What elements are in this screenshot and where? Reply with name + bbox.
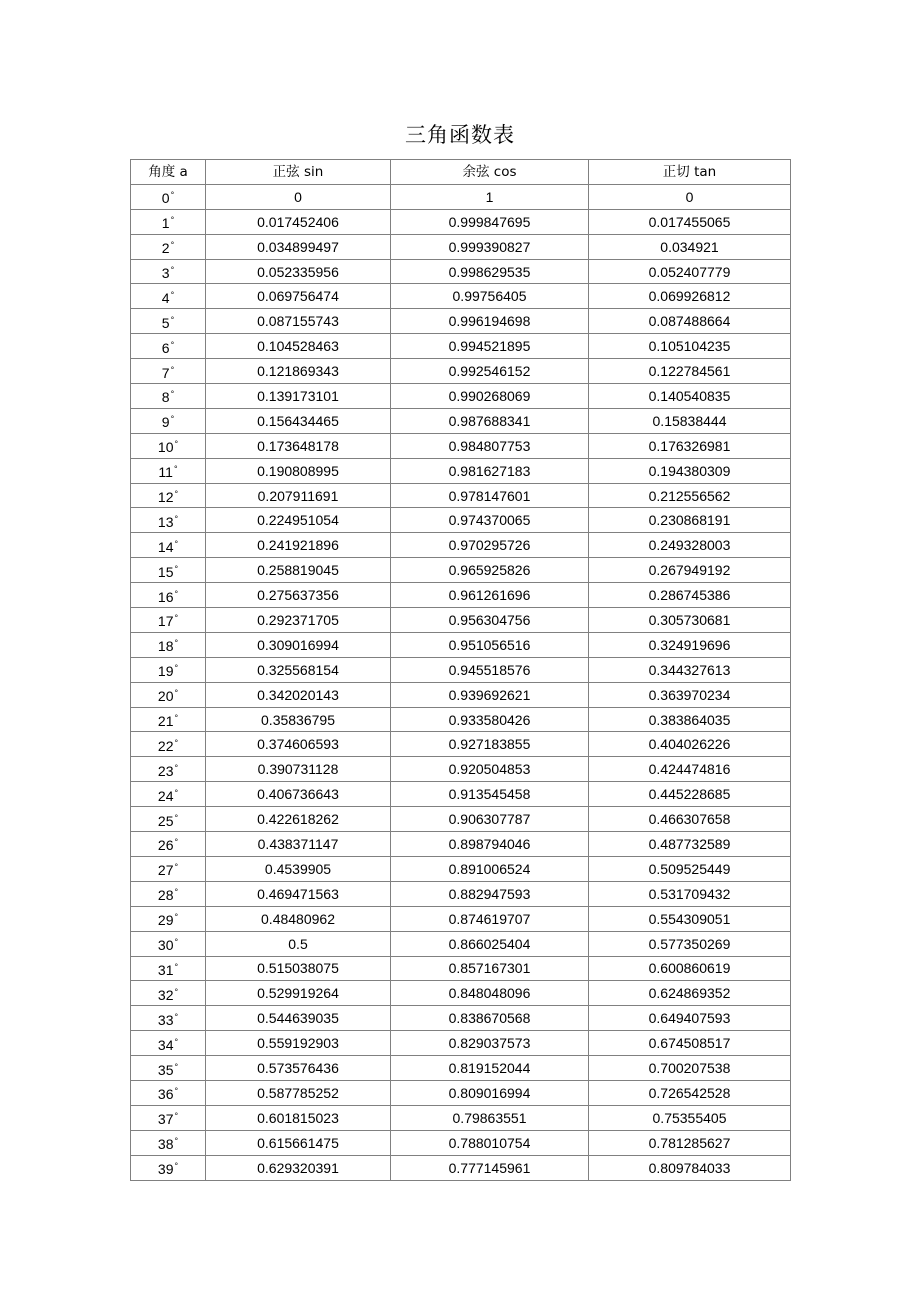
cell-sin: 0.309016994 bbox=[206, 632, 391, 657]
angle-value: 32 bbox=[157, 986, 174, 1003]
cell-tan: 0.15838444 bbox=[589, 408, 791, 433]
cell-cos: 0.920504853 bbox=[391, 757, 589, 782]
cell-tan: 0.700207538 bbox=[589, 1056, 791, 1081]
cell-tan: 0.554309051 bbox=[589, 906, 791, 931]
angle-value: 21 bbox=[157, 713, 174, 730]
cell-angle bbox=[131, 981, 206, 1006]
cell-cos: 0.984807753 bbox=[391, 433, 589, 458]
cell-cos: 0.998629535 bbox=[391, 259, 589, 284]
cell-sin: 0.275637356 bbox=[206, 583, 391, 608]
degree-symbol: ° bbox=[174, 663, 179, 674]
cell-angle bbox=[131, 657, 206, 682]
cell-tan: 0.600860619 bbox=[589, 956, 791, 981]
table-row bbox=[131, 334, 791, 359]
cell-tan: 0 bbox=[589, 184, 791, 209]
cell-sin: 0.515038075 bbox=[206, 956, 391, 981]
table-row bbox=[131, 558, 791, 583]
table-row bbox=[131, 1130, 791, 1155]
cell-angle bbox=[131, 732, 206, 757]
table-row bbox=[131, 657, 791, 682]
cell-angle bbox=[131, 682, 206, 707]
cell-tan: 0.509525449 bbox=[589, 856, 791, 881]
cell-sin: 0.559192903 bbox=[206, 1031, 391, 1056]
degree-symbol: ° bbox=[174, 538, 179, 549]
angle-value: 0 bbox=[161, 190, 170, 207]
degree-symbol: ° bbox=[174, 1086, 179, 1097]
cell-angle bbox=[131, 558, 206, 583]
cell-sin: 0.48480962 bbox=[206, 906, 391, 931]
angle-value: 26 bbox=[157, 837, 174, 854]
angle-value: 10 bbox=[157, 439, 174, 456]
cell-tan: 0.105104235 bbox=[589, 334, 791, 359]
cell-cos: 0.848048096 bbox=[391, 981, 589, 1006]
degree-symbol: ° bbox=[174, 563, 179, 574]
cell-cos: 0.999390827 bbox=[391, 234, 589, 259]
degree-symbol: ° bbox=[174, 688, 179, 699]
cell-tan: 0.324919696 bbox=[589, 632, 791, 657]
cell-cos: 1 bbox=[391, 184, 589, 209]
table-row bbox=[131, 284, 791, 309]
degree-symbol: ° bbox=[174, 439, 179, 450]
cell-tan: 0.674508517 bbox=[589, 1031, 791, 1056]
header-cos: 余弦 cos bbox=[391, 160, 589, 185]
cell-sin: 0.034899497 bbox=[206, 234, 391, 259]
cell-sin: 0.052335956 bbox=[206, 259, 391, 284]
cell-sin: 0.224951054 bbox=[206, 508, 391, 533]
cell-angle bbox=[131, 1006, 206, 1031]
table-row bbox=[131, 1080, 791, 1105]
degree-symbol: ° bbox=[170, 339, 175, 350]
table-body bbox=[131, 184, 791, 1180]
cell-cos: 0.882947593 bbox=[391, 881, 589, 906]
cell-angle bbox=[131, 931, 206, 956]
angle-value: 39 bbox=[157, 1161, 174, 1178]
table-row bbox=[131, 981, 791, 1006]
table-row bbox=[131, 408, 791, 433]
table-row bbox=[131, 782, 791, 807]
cell-sin: 0.406736643 bbox=[206, 782, 391, 807]
cell-angle bbox=[131, 209, 206, 234]
table-row bbox=[131, 632, 791, 657]
cell-cos: 0.965925826 bbox=[391, 558, 589, 583]
degree-symbol: ° bbox=[170, 265, 175, 275]
cell-angle bbox=[131, 807, 206, 832]
cell-cos: 0.961261696 bbox=[391, 583, 589, 608]
cell-tan: 0.383864035 bbox=[589, 707, 791, 732]
cell-tan: 0.305730681 bbox=[589, 608, 791, 633]
degree-symbol: ° bbox=[170, 314, 175, 325]
cell-tan: 0.034921 bbox=[589, 234, 791, 259]
degree-symbol: ° bbox=[174, 986, 179, 997]
angle-value: 34 bbox=[157, 1036, 174, 1053]
degree-symbol: ° bbox=[174, 638, 179, 649]
cell-tan: 0.424474816 bbox=[589, 757, 791, 782]
angle-value: 8 bbox=[161, 389, 170, 406]
cell-tan: 0.404026226 bbox=[589, 732, 791, 757]
degree-symbol: ° bbox=[174, 513, 179, 524]
angle-value: 14 bbox=[157, 538, 174, 555]
angle-value: 4 bbox=[161, 289, 170, 306]
angle-value: 20 bbox=[157, 688, 174, 705]
cell-sin: 0.017452406 bbox=[206, 209, 391, 234]
table-row bbox=[131, 608, 791, 633]
cell-sin: 0.156434465 bbox=[206, 408, 391, 433]
cell-tan: 0.286745386 bbox=[589, 583, 791, 608]
degree-symbol: ° bbox=[170, 289, 175, 300]
table-row bbox=[131, 832, 791, 857]
cell-cos: 0.788010754 bbox=[391, 1130, 589, 1155]
cell-tan: 0.194380309 bbox=[589, 458, 791, 483]
cell-cos: 0.777145961 bbox=[391, 1155, 589, 1180]
cell-tan: 0.069926812 bbox=[589, 284, 791, 309]
cell-angle bbox=[131, 359, 206, 384]
cell-tan: 0.140540835 bbox=[589, 384, 791, 409]
degree-symbol: ° bbox=[170, 389, 175, 400]
cell-tan: 0.212556562 bbox=[589, 483, 791, 508]
cell-angle bbox=[131, 508, 206, 533]
degree-symbol: ° bbox=[174, 837, 179, 848]
cell-cos: 0.874619707 bbox=[391, 906, 589, 931]
cell-tan: 0.726542528 bbox=[589, 1080, 791, 1105]
angle-value: 18 bbox=[157, 638, 174, 655]
angle-value: 11 bbox=[158, 464, 173, 481]
table-row bbox=[131, 1031, 791, 1056]
cell-cos: 0.939692621 bbox=[391, 682, 589, 707]
angle-value: 31 bbox=[157, 961, 174, 978]
angle-value: 19 bbox=[157, 663, 174, 680]
cell-sin: 0.087155743 bbox=[206, 309, 391, 334]
cell-sin: 0 bbox=[206, 184, 391, 209]
angle-value: 29 bbox=[157, 912, 174, 929]
degree-symbol: ° bbox=[174, 588, 179, 599]
cell-angle bbox=[131, 458, 206, 483]
cell-sin: 0.35836795 bbox=[206, 707, 391, 732]
cell-sin: 0.374606593 bbox=[206, 732, 391, 757]
cell-sin: 0.469471563 bbox=[206, 881, 391, 906]
cell-angle bbox=[131, 832, 206, 857]
table-row bbox=[131, 359, 791, 384]
table-row bbox=[131, 757, 791, 782]
cell-sin: 0.069756474 bbox=[206, 284, 391, 309]
cell-cos: 0.996194698 bbox=[391, 309, 589, 334]
cell-sin: 0.615661475 bbox=[206, 1130, 391, 1155]
cell-tan: 0.017455065 bbox=[589, 209, 791, 234]
cell-angle bbox=[131, 259, 206, 284]
cell-cos: 0.819152044 bbox=[391, 1056, 589, 1081]
cell-angle bbox=[131, 408, 206, 433]
angle-value: 13 bbox=[157, 513, 174, 530]
cell-sin: 0.544639035 bbox=[206, 1006, 391, 1031]
degree-symbol: ° bbox=[174, 937, 179, 948]
cell-cos: 0.981627183 bbox=[391, 458, 589, 483]
cell-cos: 0.987688341 bbox=[391, 408, 589, 433]
table-header-row bbox=[131, 160, 791, 185]
cell-cos: 0.978147601 bbox=[391, 483, 589, 508]
table-row bbox=[131, 732, 791, 757]
cell-angle bbox=[131, 632, 206, 657]
cell-sin: 0.241921896 bbox=[206, 533, 391, 558]
degree-symbol: ° bbox=[174, 812, 179, 823]
cell-sin: 0.104528463 bbox=[206, 334, 391, 359]
degree-symbol: ° bbox=[174, 1111, 179, 1122]
header-tan: 正切 tan bbox=[589, 160, 791, 185]
cell-angle bbox=[131, 1105, 206, 1130]
angle-value: 23 bbox=[157, 762, 174, 779]
cell-cos: 0.906307787 bbox=[391, 807, 589, 832]
cell-sin: 0.190808995 bbox=[206, 458, 391, 483]
degree-symbol: ° bbox=[174, 1161, 179, 1172]
degree-symbol: ° bbox=[170, 190, 175, 201]
cell-cos: 0.79863551 bbox=[391, 1105, 589, 1130]
cell-tan: 0.363970234 bbox=[589, 682, 791, 707]
cell-tan: 0.122784561 bbox=[589, 359, 791, 384]
table-row bbox=[131, 906, 791, 931]
degree-symbol: ° bbox=[174, 762, 179, 773]
cell-tan: 0.267949192 bbox=[589, 558, 791, 583]
cell-angle bbox=[131, 881, 206, 906]
degree-symbol: ° bbox=[174, 862, 179, 873]
degree-symbol: ° bbox=[174, 737, 179, 748]
cell-cos: 0.891006524 bbox=[391, 856, 589, 881]
cell-cos: 0.956304756 bbox=[391, 608, 589, 633]
angle-value: 24 bbox=[157, 787, 174, 804]
angle-value: 22 bbox=[157, 737, 174, 754]
table-row bbox=[131, 1155, 791, 1180]
cell-cos: 0.99756405 bbox=[391, 284, 589, 309]
cell-sin: 0.207911691 bbox=[206, 483, 391, 508]
cell-sin: 0.587785252 bbox=[206, 1080, 391, 1105]
degree-symbol: ° bbox=[170, 414, 175, 425]
table-row bbox=[131, 209, 791, 234]
table-row bbox=[131, 234, 791, 259]
table-row bbox=[131, 1105, 791, 1130]
cell-sin: 0.5 bbox=[206, 931, 391, 956]
degree-symbol: ° bbox=[174, 1061, 179, 1072]
cell-cos: 0.857167301 bbox=[391, 956, 589, 981]
table-row bbox=[131, 682, 791, 707]
cell-tan: 0.649407593 bbox=[589, 1006, 791, 1031]
cell-sin: 0.173648178 bbox=[206, 433, 391, 458]
cell-sin: 0.601815023 bbox=[206, 1105, 391, 1130]
degree-symbol: ° bbox=[170, 215, 175, 226]
cell-cos: 0.951056516 bbox=[391, 632, 589, 657]
cell-angle bbox=[131, 707, 206, 732]
cell-tan: 0.809784033 bbox=[589, 1155, 791, 1180]
cell-cos: 0.829037573 bbox=[391, 1031, 589, 1056]
angle-value: 36 bbox=[157, 1086, 174, 1103]
cell-sin: 0.258819045 bbox=[206, 558, 391, 583]
degree-symbol: ° bbox=[174, 1011, 179, 1022]
angle-value: 5 bbox=[161, 314, 170, 331]
cell-angle bbox=[131, 483, 206, 508]
angle-value: 33 bbox=[157, 1011, 174, 1028]
cell-angle bbox=[131, 583, 206, 608]
cell-sin: 0.573576436 bbox=[206, 1056, 391, 1081]
degree-symbol: ° bbox=[174, 787, 179, 798]
cell-angle bbox=[131, 284, 206, 309]
table-row bbox=[131, 1056, 791, 1081]
cell-angle bbox=[131, 782, 206, 807]
table-row bbox=[131, 707, 791, 732]
cell-angle bbox=[131, 1080, 206, 1105]
cell-angle bbox=[131, 608, 206, 633]
degree-symbol: ° bbox=[174, 489, 179, 500]
cell-angle bbox=[131, 1155, 206, 1180]
angle-value: 30 bbox=[157, 937, 174, 954]
table-row bbox=[131, 533, 791, 558]
cell-tan: 0.487732589 bbox=[589, 832, 791, 857]
cell-angle bbox=[131, 433, 206, 458]
cell-angle bbox=[131, 533, 206, 558]
cell-tan: 0.75355405 bbox=[589, 1105, 791, 1130]
angle-value: 35 bbox=[157, 1061, 174, 1078]
table-row bbox=[131, 1006, 791, 1031]
table-row bbox=[131, 433, 791, 458]
table-row bbox=[131, 483, 791, 508]
angle-value: 15 bbox=[157, 563, 174, 580]
cell-angle bbox=[131, 334, 206, 359]
cell-tan: 0.230868191 bbox=[589, 508, 791, 533]
angle-value: 3 bbox=[161, 265, 170, 281]
angle-value: 1 bbox=[161, 215, 170, 232]
cell-angle bbox=[131, 1031, 206, 1056]
cell-angle bbox=[131, 906, 206, 931]
angle-value: 7 bbox=[161, 364, 170, 381]
cell-cos: 0.990268069 bbox=[391, 384, 589, 409]
cell-tan: 0.781285627 bbox=[589, 1130, 791, 1155]
cell-sin: 0.4539905 bbox=[206, 856, 391, 881]
cell-cos: 0.933580426 bbox=[391, 707, 589, 732]
cell-tan: 0.466307658 bbox=[589, 807, 791, 832]
angle-value: 16 bbox=[157, 588, 174, 605]
header-angle: 角度 a bbox=[131, 160, 206, 185]
angle-value: 25 bbox=[157, 812, 174, 829]
cell-sin: 0.325568154 bbox=[206, 657, 391, 682]
cell-angle bbox=[131, 384, 206, 409]
cell-sin: 0.529919264 bbox=[206, 981, 391, 1006]
table-row bbox=[131, 384, 791, 409]
cell-sin: 0.390731128 bbox=[206, 757, 391, 782]
cell-tan: 0.624869352 bbox=[589, 981, 791, 1006]
cell-angle bbox=[131, 234, 206, 259]
table-row bbox=[131, 956, 791, 981]
document-title: 三角函数表 bbox=[405, 123, 515, 147]
cell-angle bbox=[131, 757, 206, 782]
cell-cos: 0.927183855 bbox=[391, 732, 589, 757]
table-row bbox=[131, 259, 791, 284]
degree-symbol: ° bbox=[174, 1136, 179, 1147]
cell-angle bbox=[131, 856, 206, 881]
degree-symbol: ° bbox=[174, 713, 179, 724]
cell-sin: 0.121869343 bbox=[206, 359, 391, 384]
cell-angle bbox=[131, 1130, 206, 1155]
degree-symbol: ° bbox=[174, 912, 179, 923]
cell-angle bbox=[131, 184, 206, 209]
degree-symbol: ° bbox=[174, 1036, 179, 1047]
degree-symbol: ° bbox=[173, 464, 178, 475]
cell-cos: 0.898794046 bbox=[391, 832, 589, 857]
cell-angle bbox=[131, 1056, 206, 1081]
cell-cos: 0.838670568 bbox=[391, 1006, 589, 1031]
table-row bbox=[131, 931, 791, 956]
cell-sin: 0.139173101 bbox=[206, 384, 391, 409]
header-sin: 正弦 sin bbox=[206, 160, 391, 185]
cell-cos: 0.866025404 bbox=[391, 931, 589, 956]
table-row bbox=[131, 184, 791, 209]
angle-value: 38 bbox=[157, 1136, 174, 1153]
cell-cos: 0.999847695 bbox=[391, 209, 589, 234]
cell-angle bbox=[131, 956, 206, 981]
cell-tan: 0.087488664 bbox=[589, 309, 791, 334]
degree-symbol: ° bbox=[170, 364, 175, 375]
angle-value: 6 bbox=[161, 339, 170, 356]
trig-function-table bbox=[130, 159, 791, 1181]
table-row bbox=[131, 881, 791, 906]
cell-tan: 0.531709432 bbox=[589, 881, 791, 906]
cell-tan: 0.344327613 bbox=[589, 657, 791, 682]
cell-angle bbox=[131, 309, 206, 334]
degree-symbol: ° bbox=[174, 887, 179, 898]
cell-cos: 0.974370065 bbox=[391, 508, 589, 533]
table-row bbox=[131, 807, 791, 832]
angle-value: 28 bbox=[157, 887, 174, 904]
cell-tan: 0.052407779 bbox=[589, 259, 791, 284]
cell-tan: 0.249328003 bbox=[589, 533, 791, 558]
table-row bbox=[131, 458, 791, 483]
cell-sin: 0.292371705 bbox=[206, 608, 391, 633]
angle-value: 12 bbox=[157, 489, 174, 506]
cell-tan: 0.577350269 bbox=[589, 931, 791, 956]
cell-cos: 0.913545458 bbox=[391, 782, 589, 807]
angle-value: 27 bbox=[157, 862, 174, 879]
degree-symbol: ° bbox=[174, 613, 179, 624]
cell-cos: 0.992546152 bbox=[391, 359, 589, 384]
cell-tan: 0.176326981 bbox=[589, 433, 791, 458]
cell-cos: 0.970295726 bbox=[391, 533, 589, 558]
table-row bbox=[131, 583, 791, 608]
cell-sin: 0.342020143 bbox=[206, 682, 391, 707]
angle-value: 9 bbox=[161, 414, 170, 431]
table-row bbox=[131, 309, 791, 334]
degree-symbol: ° bbox=[174, 961, 179, 972]
cell-cos: 0.945518576 bbox=[391, 657, 589, 682]
table-row bbox=[131, 856, 791, 881]
angle-value: 37 bbox=[157, 1111, 174, 1128]
angle-value: 2 bbox=[161, 240, 170, 257]
table-row bbox=[131, 508, 791, 533]
cell-sin: 0.629320391 bbox=[206, 1155, 391, 1180]
cell-sin: 0.438371147 bbox=[206, 832, 391, 857]
angle-value: 17 bbox=[157, 613, 174, 630]
cell-cos: 0.994521895 bbox=[391, 334, 589, 359]
cell-sin: 0.422618262 bbox=[206, 807, 391, 832]
cell-tan: 0.445228685 bbox=[589, 782, 791, 807]
cell-cos: 0.809016994 bbox=[391, 1080, 589, 1105]
degree-symbol: ° bbox=[170, 240, 175, 251]
